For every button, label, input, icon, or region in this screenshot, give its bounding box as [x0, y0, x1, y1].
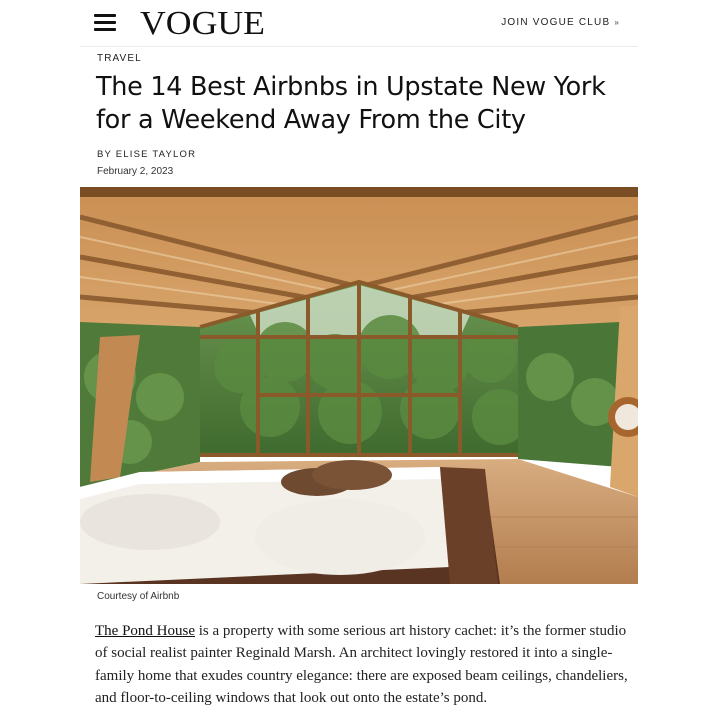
article-body — [95, 620, 640, 710]
author-link[interactable]: ELISE TAYLOR — [115, 149, 197, 160]
vogue-logo[interactable]: VOGUE — [140, 5, 265, 42]
body-text-content: is a property with some serious art history cachet: it’s the former studio of social realist painter Reginald Marsh. An architect lovingly restored it into a single-family home that exudes country elegance: there are exposed beam ceilings, chandeliers, and floor-to-ceiling windows that look out onto the estate’s pond. — [95, 623, 628, 707]
hero-image — [80, 187, 638, 584]
publish-date: February 2, 2023 — [97, 166, 174, 177]
cabin-interior-illustration — [80, 187, 638, 584]
pond-house-link[interactable]: The Pond House — [95, 623, 195, 639]
join-label: JOIN VOGUE CLUB — [501, 17, 611, 28]
join-vogue-club-link[interactable] — [501, 17, 620, 28]
section-kicker[interactable]: TRAVEL — [97, 53, 142, 64]
site-header — [80, 0, 638, 47]
article-headline: The 14 Best Airbnbs in Upstate New York for a Weekend Away From the City — [96, 72, 606, 135]
byline — [97, 149, 196, 160]
byline-prefix: BY — [97, 149, 112, 160]
image-caption: Courtesy of Airbnb — [97, 591, 180, 602]
hamburger-menu-icon[interactable] — [94, 14, 116, 32]
chevron-right-icon: » — [614, 18, 620, 27]
